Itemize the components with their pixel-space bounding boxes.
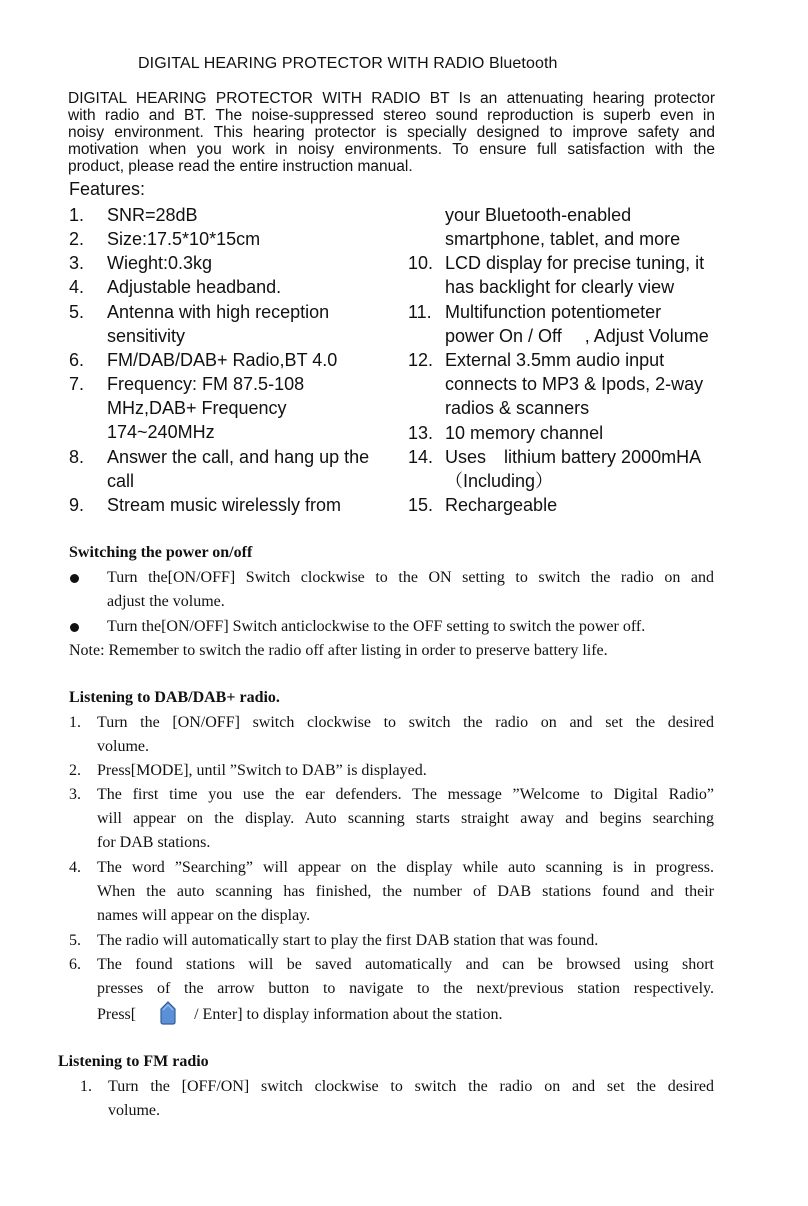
intro-line: product, please read the entire instruction manual. — [68, 158, 413, 175]
intro-paragraph — [68, 90, 715, 175]
step-line-press — [97, 1001, 714, 1025]
step-number: 2. — [69, 762, 81, 779]
feature-text: radios & scanners — [445, 398, 590, 418]
feature-text: Adjustable headband. — [107, 277, 282, 297]
bullet-text — [107, 566, 714, 614]
step-line: names will appear on the display. — [97, 907, 311, 924]
step-line: The word ”Searching” will appear on the display while auto scanning is in progress. — [97, 859, 714, 876]
bullet-icon — [70, 574, 79, 583]
dab-step — [97, 783, 714, 855]
bullet-line: Turn the[ON/OFF] Switch clockwise to the ON setting to switch the radio on and — [107, 569, 714, 586]
step-line: volume. — [108, 1102, 160, 1119]
step-line: volume. — [97, 738, 149, 755]
feature-text: sensitivity — [107, 326, 186, 346]
feature-text: Frequency: FM 87.5-108 — [107, 374, 305, 394]
feature-text: SNR=28dB — [107, 205, 198, 225]
feature-text: your Bluetooth-enabled — [445, 205, 632, 225]
feature-text: LCD display for precise tuning, it — [445, 253, 705, 273]
feature-text: power On / Off , Adjust Volume — [445, 326, 709, 346]
dab-step — [97, 929, 714, 953]
press-suffix: / Enter] to display information about the station. — [194, 1006, 503, 1023]
feature-text: has backlight for clearly view — [445, 277, 675, 297]
feature-number: 13. — [408, 423, 434, 443]
feature-text: FM/DAB/DAB+ Radio,BT 4.0 — [107, 350, 338, 370]
fm-step — [108, 1075, 714, 1123]
feature-number: 10. — [408, 253, 434, 273]
feature-text: Answer the call, and hang up the — [107, 447, 370, 467]
step-line: The first time you use the ear defenders. The message ”Welcome to Digital Radio” — [97, 786, 714, 803]
feature-text: Rechargeable — [445, 495, 558, 515]
feature-number: 4. — [69, 277, 85, 297]
feature-number: 6. — [69, 350, 85, 370]
step-line: The radio will automatically start to play the first DAB station that was found. — [97, 932, 599, 949]
document-title: DIGITAL HEARING PROTECTOR WITH RADIO Bluetooth — [138, 55, 558, 72]
feature-text: Wieght:0.3kg — [107, 253, 213, 273]
note-line: Note: Remember to switch the radio off after listing in order to preserve battery life. — [69, 642, 608, 659]
feature-number: 14. — [408, 447, 434, 467]
feature-number: 9. — [69, 495, 85, 515]
feature-text: 10 memory channel — [445, 423, 604, 443]
dab-step — [97, 953, 714, 1025]
dab-step — [97, 759, 714, 783]
step-line: for DAB stations. — [97, 834, 211, 851]
feature-text: MHz,DAB+ Frequency — [107, 398, 287, 418]
step-line: The found stations will be saved automatically and can be browsed using short — [97, 956, 714, 973]
feature-number: 1. — [69, 205, 85, 225]
feature-text: connects to MP3 & Ipods, 2-way — [445, 374, 704, 394]
feature-text: Uses lithium battery 2000mHA — [445, 447, 702, 467]
feature-text: Size:17.5*10*15cm — [107, 229, 261, 249]
feature-text: External 3.5mm audio input — [445, 350, 665, 370]
step-line: Press[MODE], until ”Switch to DAB” is displayed. — [97, 762, 427, 779]
feature-text: 174~240MHz — [107, 422, 215, 442]
press-prefix: Press[ — [97, 1006, 137, 1023]
feature-number: 8. — [69, 447, 85, 467]
feature-text: Antenna with high reception — [107, 302, 330, 322]
arrow-button-icon — [158, 1001, 178, 1025]
step-line: When the auto scanning has finished, the number of DAB stations found and their — [97, 883, 714, 900]
step-line: presses of the arrow button to navigate to the next/previous station respectively. — [97, 980, 714, 997]
step-line: Turn the [OFF/ON] switch clockwise to switch the radio on and set the desired — [108, 1078, 714, 1095]
bullet-text — [107, 615, 714, 639]
feature-number: 2. — [69, 229, 85, 249]
step-number: 6. — [69, 956, 81, 973]
features-heading: Features: — [69, 179, 146, 199]
bullet-icon — [70, 623, 79, 632]
section-heading-fm: Listening to FM radio — [58, 1053, 209, 1070]
step-number: 4. — [69, 859, 81, 876]
section-heading-dab: Listening to DAB/DAB+ radio. — [69, 689, 280, 706]
feature-text: （Including） — [445, 471, 554, 491]
step-line: will appear on the display. Auto scanning starts straight away and begins searching — [97, 810, 714, 827]
step-line: Turn the [ON/OFF] switch clockwise to switch the radio on and set the desired — [97, 714, 714, 731]
feature-number: 12. — [408, 350, 434, 370]
intro-line: noisy environment. This hearing protector is specially designed to improve safety and — [68, 124, 715, 141]
feature-number: 15. — [408, 495, 434, 515]
section-heading-power: Switching the power on/off — [69, 544, 253, 561]
feature-text: Stream music wirelessly from — [107, 495, 342, 515]
note-text — [69, 639, 608, 663]
step-number: 1. — [69, 714, 81, 731]
feature-text: call — [107, 471, 135, 491]
intro-line: DIGITAL HEARING PROTECTOR WITH RADIO BT Is an attenuating hearing protector — [68, 90, 715, 107]
bullet-line: adjust the volume. — [107, 593, 225, 610]
step-number: 1. — [80, 1078, 92, 1095]
intro-line: with radio and BT. The noise-suppressed stereo sound reproduction is superb even in — [68, 107, 715, 124]
bullet-line: Turn the[ON/OFF] Switch anticlockwise to the OFF setting to switch the power off. — [107, 618, 646, 635]
feature-text: smartphone, tablet, and more — [445, 229, 681, 249]
feature-number: 5. — [69, 302, 85, 322]
feature-number: 7. — [69, 374, 85, 394]
dab-step — [97, 711, 714, 759]
step-number: 5. — [69, 932, 81, 949]
feature-text: Multifunction potentiometer — [445, 302, 662, 322]
feature-number: 3. — [69, 253, 85, 273]
intro-line: motivation when you work in noisy environments. To ensure full satisfaction with the — [68, 141, 715, 158]
feature-number: 11. — [408, 302, 432, 322]
step-number: 3. — [69, 786, 81, 803]
dab-step — [97, 856, 714, 928]
